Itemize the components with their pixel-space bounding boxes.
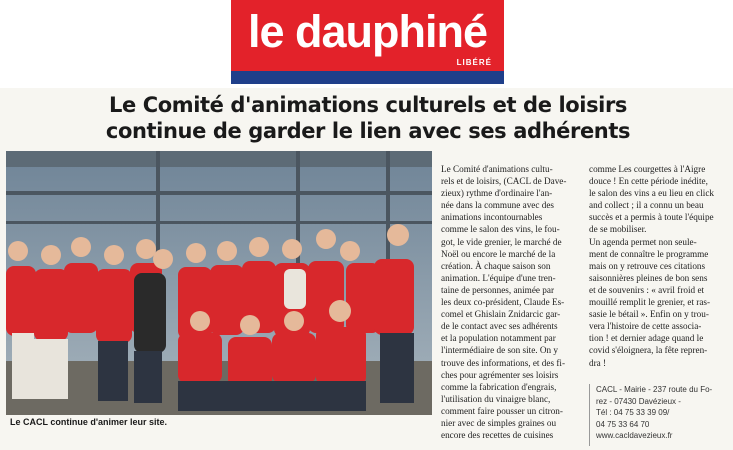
article-text-line: and collect ; il a connu un beau [589, 200, 704, 211]
article-text-line: ment de connaître le programme [589, 248, 709, 259]
article-text-line: ches pour agrémenter ses loisirs [441, 369, 559, 380]
contact-info [596, 384, 712, 442]
contact-line: www.cacldavezieux.fr [596, 431, 673, 440]
article-text-line: de le contact avec ses adhérents [441, 321, 558, 332]
article-text-line: taine de personnes, animée par [441, 284, 555, 295]
article-text-line: Le Comité d'animations cultu- [441, 164, 553, 174]
article-text-line: comel et Ghislain Znidarcic gar- [441, 309, 561, 320]
photo-caption: Le CACL continue d'animer leur site. [10, 417, 168, 427]
article-text-line: got, le vide grenier, le marché de [441, 236, 562, 247]
article-text-line: dra ! [589, 357, 607, 368]
article-text-line: sasie le bétail ». Enfin on y trou- [589, 309, 709, 320]
article-text-line: de se mobiliser. [589, 224, 647, 235]
group-photo [6, 151, 432, 415]
contact-line: CACL - Mairie - 237 route du Fo- [596, 385, 713, 394]
article-text-line: mouillé remplit le grenier, et ras- [589, 297, 711, 308]
article-text-line: et de souvenirs : « avril froid et [589, 284, 705, 295]
article-text-line: comment faire pousser un citron- [441, 405, 563, 416]
article-text-line: trouve des informations, et des fi- [441, 357, 565, 368]
article-column-1 [441, 163, 591, 441]
contact-box [589, 384, 728, 446]
contact-line: rez - 07430 Davézieux - [596, 396, 681, 406]
article-text-line: douce ! En cette période inédite, [589, 176, 708, 187]
group-photo-illustration [6, 151, 432, 415]
headline-line-1: Le Comité d'animations culturels et de loisirs [108, 93, 628, 117]
article-text-line: nier avec de simples graines ou [441, 417, 557, 428]
article-text-line: comme la fabrication d'engrais, [441, 381, 557, 392]
article-headline [8, 92, 728, 144]
article-text-line: comme le salon des vins, le fou- [441, 224, 560, 235]
article-text-line: saisonnières pleines de bon sens [589, 272, 708, 283]
article-text-line: animations incontournables [441, 212, 543, 223]
article-text-line: et la population notamment par [441, 333, 556, 344]
article-column-2 [589, 163, 733, 369]
article-text-line: zieux) rythme d'ordinaire l'an- [441, 188, 553, 199]
article-text-line: le salon des vins a eu lieu en click [589, 188, 715, 199]
article-text-line: mais on y retrouve ces citations [589, 260, 706, 271]
contact-line: Tél : 04 75 33 39 09/ [596, 408, 670, 417]
article-text-line: comme Les courgettes à l'Aigre [589, 164, 706, 174]
headline-line-2: continue de garder le lien avec ses adhérents [105, 119, 631, 143]
article-text-line: Noël ou encore le marché de la [441, 248, 556, 259]
article-text-line: covid s'éloignera, la fête repren- [589, 345, 708, 356]
article-text-line: création. À chaque saison son [441, 260, 551, 271]
article-text-line: rels et de loisirs, (CACL de Dave- [441, 176, 567, 187]
masthead-title: le dauphiné [247, 6, 488, 57]
article-text-line: animation. L'équipe d'une tren- [441, 272, 556, 283]
article-text-line: tion ! et dernier adage quand le [589, 333, 704, 344]
article-text-line: née dans la commune avec des [441, 200, 555, 211]
article-text-line: les deux co-président, Claude Es- [441, 297, 565, 308]
contact-line: 04 75 33 64 70 [596, 419, 650, 429]
masthead-subtitle: LIBÉRÉ [456, 58, 492, 67]
article-text-line: l'intermédiaire de son site. On y [441, 345, 558, 356]
article-text-line: succès et a permis à toute l'équipe [589, 212, 714, 223]
article-text-line: l'utilisation du vinaigre blanc, [441, 393, 551, 404]
article-text-line: Un agenda permet non seule- [589, 236, 697, 247]
article-text-line: encore des recettes de cuisines [441, 430, 554, 441]
article-text-line: vera l'histoire de cette associa- [589, 321, 702, 332]
masthead-blue-bar [231, 71, 504, 84]
